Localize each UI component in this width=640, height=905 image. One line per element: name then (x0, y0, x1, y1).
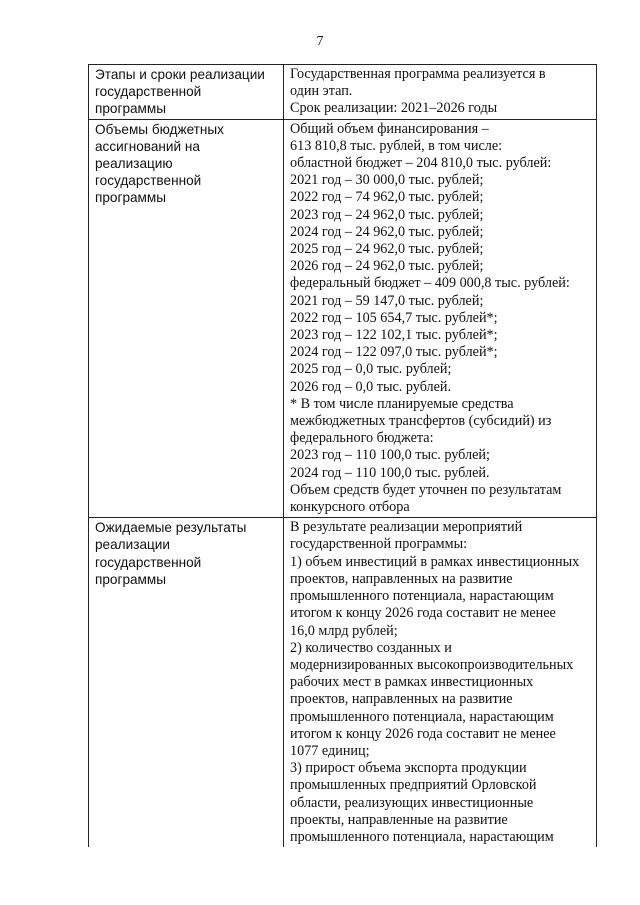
row-label-cell (89, 518, 284, 847)
content-line: итогом к концу 2026 года составит не менее (290, 725, 556, 742)
content-line: 2025 год – 24 962,0 тыс. рублей; (290, 241, 484, 258)
content-line: 2024 год – 24 962,0 тыс. рублей; (290, 223, 484, 240)
content-line: 16,0 млрд рублей; (290, 622, 398, 639)
label-line: программы (95, 190, 167, 206)
program-passport-table (88, 64, 597, 847)
content-line: областной бюджет – 204 810,0 тыс. рублей: (290, 155, 552, 172)
content-line: 3) прирост объема экспорта продукции (290, 760, 527, 777)
content-line: 2024 год – 122 097,0 тыс. рублей*; (290, 344, 498, 361)
content-line: 2023 год – 122 102,1 тыс. рублей*; (290, 327, 498, 344)
content-line: В результате реализации мероприятий (290, 519, 523, 536)
content-line: Государственная программа реализуется в (290, 66, 546, 82)
content-line: 2021 год – 59 147,0 тыс. рублей; (290, 292, 484, 309)
row-content-cell (284, 518, 597, 847)
content-line: проектов, направленных на развитие (290, 691, 513, 708)
row-label-cell (89, 119, 284, 518)
content-line: конкурсного отбора (290, 499, 410, 516)
content-line: 2021 год – 30 000,0 тыс. рублей; (290, 172, 484, 189)
content-line: 2025 год – 0,0 тыс. рублей; (290, 361, 452, 378)
content-line: Срок реализации: 2021–2026 годы (290, 100, 498, 117)
content-line: 2022 год – 105 654,7 тыс. рублей*; (290, 309, 498, 326)
content-line: рабочих мест в рамках инвестиционных (290, 674, 534, 691)
row-content-cell (284, 119, 597, 518)
label-line: государственной (95, 554, 202, 570)
content-line: модернизированных высокопроизводительных (290, 656, 574, 673)
label-line: Объемы бюджетных (95, 121, 224, 137)
content-line: государственной программы: (290, 536, 468, 553)
label-line: ассигнований на (95, 138, 200, 154)
label-line: реализации (95, 537, 170, 553)
row-budget-allocations (89, 119, 597, 518)
content-line: федерального бюджета: (290, 430, 434, 447)
label-line: реализацию (95, 156, 173, 172)
row-expected-results (89, 518, 597, 847)
content-line: промышленного потенциала, нарастающим (290, 708, 554, 725)
label-line: государственной (95, 173, 202, 189)
content-line: 2023 год – 24 962,0 тыс. рублей; (290, 206, 484, 223)
content-line: проекты, направленные на развитие (290, 811, 508, 828)
page-number: 7 (316, 34, 324, 49)
content-line: итогом к концу 2026 года составит не менее (290, 605, 556, 622)
content-line: межбюджетных трансфертов (субсидий) из (290, 413, 552, 430)
row-label-cell (89, 65, 284, 120)
content-line: проектов, направленных на развитие (290, 570, 513, 587)
content-line: * В том числе планируемые средства (290, 395, 514, 412)
label-line: государственной (95, 84, 202, 100)
content-line: один этап. (290, 83, 353, 100)
label-line: Этапы и сроки реализации (95, 67, 265, 82)
content-line: 2024 год – 110 100,0 тыс. рублей. (290, 464, 490, 481)
label-line: программы (95, 101, 167, 117)
content-line: промышленного потенциала, нарастающим (290, 828, 554, 845)
table-body (89, 65, 597, 848)
content-line: 2026 год – 24 962,0 тыс. рублей; (290, 258, 484, 275)
row-stages-and-terms (89, 65, 597, 120)
content-line: 2026 год – 0,0 тыс. рублей. (290, 378, 452, 395)
content-line: 2023 год – 110 100,0 тыс. рублей; (290, 447, 490, 464)
content-line: Объем средств будет уточнен по результатам (290, 481, 562, 498)
row-content-cell (284, 65, 597, 120)
content-line: 1077 единиц; (290, 742, 370, 759)
content-line: 1) объем инвестиций в рамках инвестиционных (290, 553, 580, 570)
content-line: 2) количество созданных и (290, 639, 452, 656)
content-line: промышленного потенциала, нарастающим (290, 588, 554, 605)
content-line: области, реализующих инвестиционные (290, 794, 534, 811)
content-line: 2022 год – 74 962,0 тыс. рублей; (290, 189, 484, 206)
content-line: федеральный бюджет – 409 000,8 тыс. рублей: (290, 275, 570, 292)
label-line: Ожидаемые результаты (95, 520, 247, 536)
label-line: программы (95, 571, 167, 587)
content-line: 613 810,8 тыс. рублей, в том числе: (290, 137, 503, 154)
content-line: Общий объем финансирования – (290, 120, 489, 137)
content-line: промышленных предприятий Орловской (290, 777, 537, 794)
